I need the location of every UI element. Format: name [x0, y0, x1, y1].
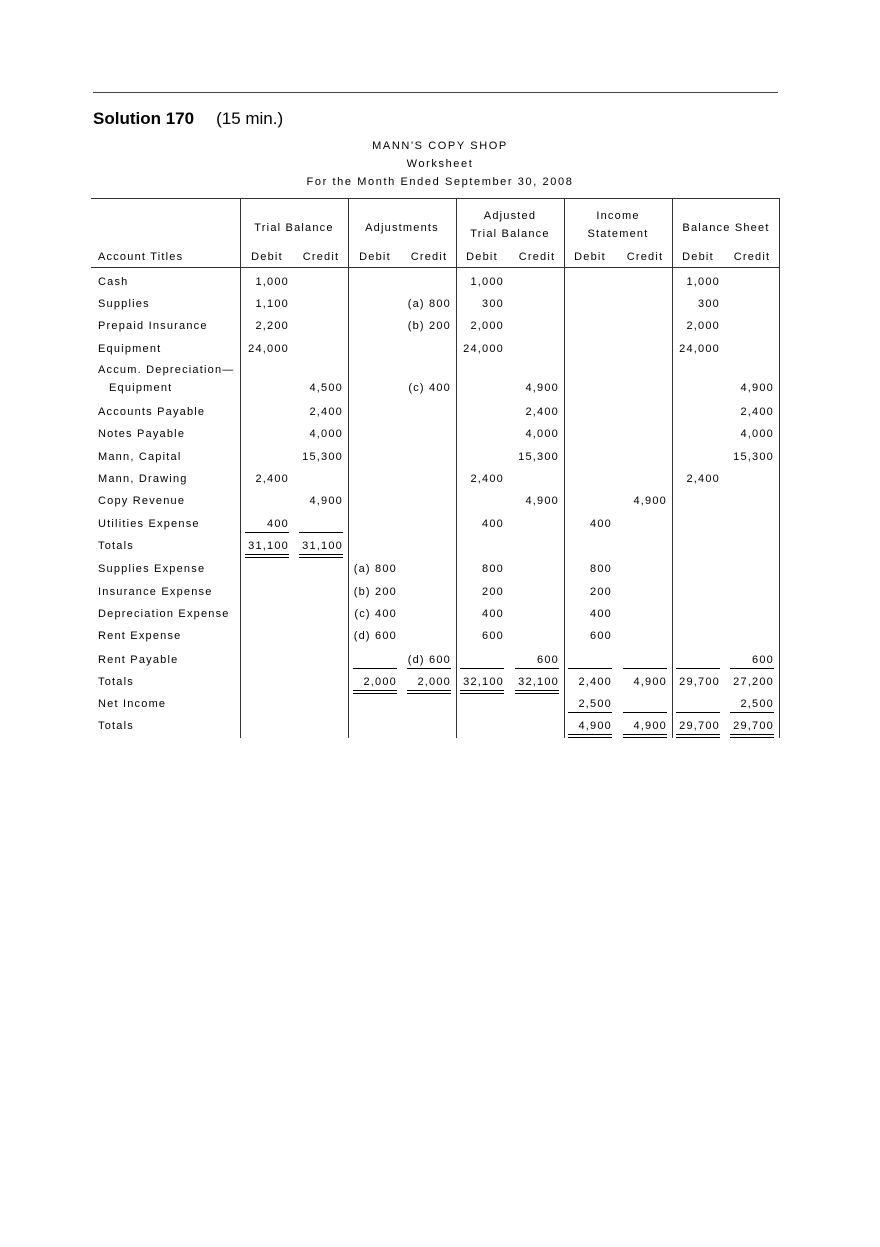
top-rule: [93, 92, 778, 93]
single-underline: [515, 668, 559, 669]
amount-cell: 24,000: [463, 343, 504, 355]
single-underline: [568, 668, 612, 669]
amount-cell: (a) 800: [353, 563, 397, 575]
amount-cell: 1,000: [686, 276, 720, 288]
amount-cell: 4,000: [309, 428, 343, 440]
amount-cell: (b) 200: [353, 586, 397, 598]
amount-cell: 4,900: [740, 382, 774, 394]
amount-cell: 31,100: [302, 540, 343, 552]
account-title: Depreciation Expense: [98, 608, 230, 620]
amount-cell: 24,000: [679, 343, 720, 355]
account-titles-header: Account Titles: [98, 251, 184, 263]
amount-cell: 2,500: [740, 698, 774, 710]
amount-cell: 1,000: [470, 276, 504, 288]
amount-cell: 300: [482, 298, 504, 310]
right-border: [779, 198, 780, 738]
amount-cell: 4,900: [633, 495, 667, 507]
account-title: Copy Revenue: [98, 495, 186, 507]
account-title: Mann, Capital: [98, 451, 182, 463]
amount-cell: 29,700: [679, 676, 720, 688]
amount-cell: 2,400: [525, 406, 559, 418]
amount-cell: (d) 600: [407, 654, 451, 666]
column-divider: [564, 198, 565, 738]
debit-header: Debit: [682, 251, 714, 263]
account-title: Equipment: [98, 343, 162, 355]
solution-heading: [93, 109, 283, 129]
amount-cell: 4,900: [633, 676, 667, 688]
account-title: Net Income: [98, 698, 167, 710]
amount-cell: 400: [482, 518, 504, 530]
column-group-title-line2: Trial Balance: [470, 228, 550, 240]
double-underline: [299, 554, 343, 558]
amount-cell: 2,400: [578, 676, 612, 688]
amount-cell: (a) 800: [407, 298, 451, 310]
amount-cell: 2,500: [578, 698, 612, 710]
document-title: Worksheet: [406, 158, 474, 170]
account-title-cont: Equipment: [109, 382, 173, 394]
amount-cell: 2,000: [686, 320, 720, 332]
amount-cell: 15,300: [733, 451, 774, 463]
amount-cell: 4,900: [578, 720, 612, 732]
amount-cell: 4,900: [525, 495, 559, 507]
account-title: Insurance Expense: [98, 586, 213, 598]
account-title: Totals: [98, 540, 134, 552]
double-underline: [676, 734, 720, 738]
amount-cell: 4,900: [633, 720, 667, 732]
single-underline: [623, 712, 667, 713]
double-underline: [245, 554, 289, 558]
amount-cell: 2,200: [255, 320, 289, 332]
solution-time: (15 min.): [216, 109, 284, 128]
amount-cell: 15,300: [302, 451, 343, 463]
account-title: Totals: [98, 676, 134, 688]
amount-cell: 800: [590, 563, 612, 575]
single-underline: [245, 532, 289, 533]
single-underline: [676, 712, 720, 713]
account-title: Accounts Payable: [98, 406, 206, 418]
single-underline: [353, 668, 397, 669]
account-title: Utilities Expense: [98, 518, 200, 530]
column-group-title: Balance Sheet: [682, 222, 770, 234]
amount-cell: 800: [482, 563, 504, 575]
amount-cell: 4,900: [525, 382, 559, 394]
amount-cell: (c) 400: [354, 608, 397, 620]
amount-cell: (c) 400: [408, 382, 451, 394]
double-underline: [623, 734, 667, 738]
debit-header: Debit: [574, 251, 606, 263]
single-underline: [299, 532, 343, 533]
amount-cell: 400: [482, 608, 504, 620]
amount-cell: 600: [590, 630, 612, 642]
account-title: Mann, Drawing: [98, 473, 188, 485]
credit-header: Credit: [733, 251, 771, 263]
account-title: Totals: [98, 720, 134, 732]
amount-cell: 4,000: [740, 428, 774, 440]
amount-cell: 32,100: [518, 676, 559, 688]
debit-header: Debit: [251, 251, 283, 263]
amount-cell: 2,400: [740, 406, 774, 418]
amount-cell: 29,700: [733, 720, 774, 732]
solution-label: Solution 170: [93, 109, 195, 128]
company-name: MANN'S COPY SHOP: [372, 140, 508, 152]
account-title: Cash: [98, 276, 129, 288]
double-underline: [353, 690, 397, 694]
column-group-title: Trial Balance: [254, 222, 334, 234]
amount-cell: 29,700: [679, 720, 720, 732]
amount-cell: 2,000: [417, 676, 451, 688]
account-title: Notes Payable: [98, 428, 186, 440]
period-title: For the Month Ended September 30, 2008: [306, 176, 574, 188]
debit-header: Debit: [466, 251, 498, 263]
single-underline: [460, 668, 504, 669]
account-title: Rent Payable: [98, 654, 179, 666]
column-group-title-line1: Income: [596, 210, 640, 222]
header-bottom-rule: [91, 267, 779, 268]
double-underline: [730, 734, 774, 738]
credit-header: Credit: [518, 251, 556, 263]
credit-header: Credit: [626, 251, 664, 263]
account-title: Supplies Expense: [98, 563, 206, 575]
single-underline: [568, 712, 612, 713]
double-underline: [407, 690, 451, 694]
amount-cell: 2,000: [470, 320, 504, 332]
amount-cell: 24,000: [248, 343, 289, 355]
amount-cell: 15,300: [518, 451, 559, 463]
amount-cell: 200: [482, 586, 504, 598]
double-underline: [568, 734, 612, 738]
column-group-title-line1: Adjusted: [483, 210, 537, 222]
amount-cell: 400: [590, 608, 612, 620]
column-divider: [348, 198, 349, 738]
column-group-title: Adjustments: [365, 222, 439, 234]
amount-cell: 2,000: [363, 676, 397, 688]
amount-cell: 4,900: [309, 495, 343, 507]
amount-cell: 4,000: [525, 428, 559, 440]
account-title: Accum. Depreciation—: [98, 364, 235, 376]
single-underline: [676, 668, 720, 669]
amount-cell: 31,100: [248, 540, 289, 552]
amount-cell: (d) 600: [353, 630, 397, 642]
debit-header: Debit: [359, 251, 391, 263]
amount-cell: 2,400: [686, 473, 720, 485]
account-title: Supplies: [98, 298, 150, 310]
credit-header: Credit: [302, 251, 340, 263]
single-underline: [730, 712, 774, 713]
amount-cell: 300: [698, 298, 720, 310]
amount-cell: 1,000: [255, 276, 289, 288]
single-underline: [730, 668, 774, 669]
amount-cell: 4,500: [309, 382, 343, 394]
account-title: Prepaid Insurance: [98, 320, 208, 332]
amount-cell: 600: [752, 654, 774, 666]
amount-cell: 1,100: [255, 298, 289, 310]
amount-cell: 200: [590, 586, 612, 598]
amount-cell: 2,400: [255, 473, 289, 485]
header-top-rule: [91, 198, 779, 199]
amount-cell: 600: [482, 630, 504, 642]
amount-cell: (b) 200: [407, 320, 451, 332]
amount-cell: 2,400: [470, 473, 504, 485]
account-title: Rent Expense: [98, 630, 182, 642]
credit-header: Credit: [410, 251, 448, 263]
column-group-title-line2: Statement: [587, 228, 649, 240]
double-underline: [460, 690, 504, 694]
amount-cell: 2,400: [309, 406, 343, 418]
amount-cell: 400: [267, 518, 289, 530]
double-underline: [515, 690, 559, 694]
amount-cell: 32,100: [463, 676, 504, 688]
amount-cell: 27,200: [733, 676, 774, 688]
amount-cell: 600: [537, 654, 559, 666]
single-underline: [407, 668, 451, 669]
amount-cell: 400: [590, 518, 612, 530]
single-underline: [623, 668, 667, 669]
